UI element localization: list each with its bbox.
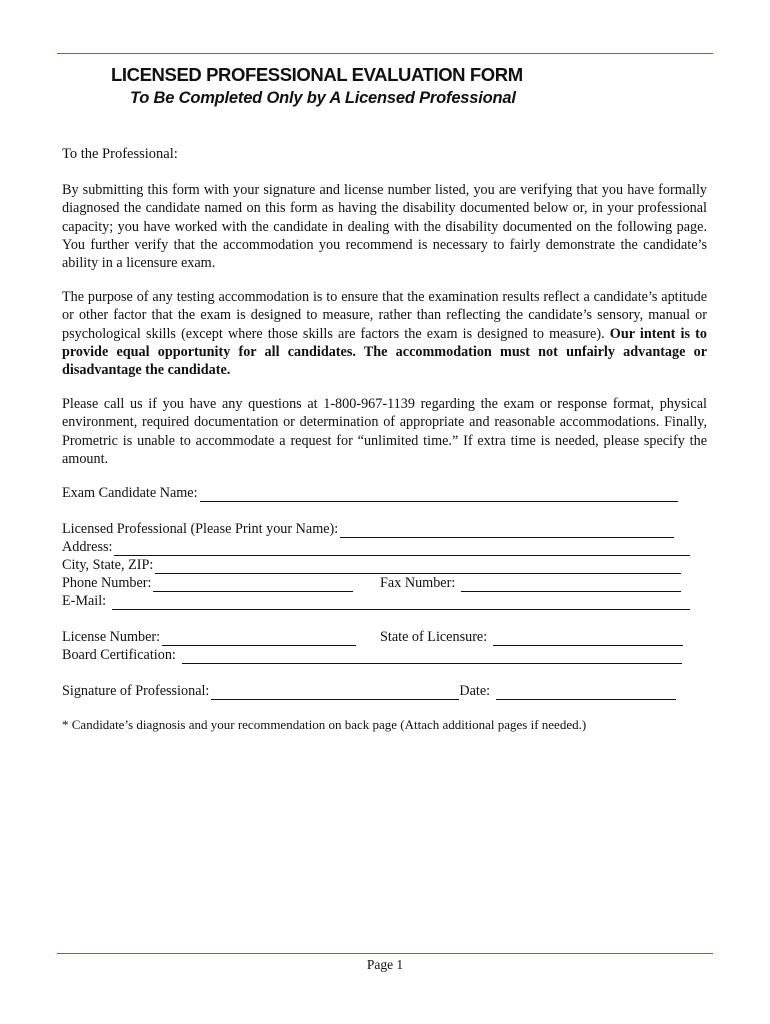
intro-paragraph-1: By submitting this form with your signature and license number listed, you are verifying that you have formally diagnosed the candidate named on this form as having the disability documented below or, in your professional capacity; you have worked with the candidate in dealing with the disability documented on the following page. You further verify that the accommodation you recommend is necessary to fairly demonstrate the candidate’s ability in a licensure exam. [62,182,707,272]
professional-name-label: Licensed Professional (Please Print your Name): [62,521,339,537]
intro-paragraph-2 [62,288,707,379]
fax-row [380,574,681,592]
state-of-licensure-label: State of Licensure: [380,629,488,645]
license-number-label: License Number: [62,629,161,645]
address-field[interactable] [114,541,690,556]
exam-candidate-name-field[interactable] [200,487,678,502]
address-row [62,538,690,556]
professional-name-field[interactable] [340,523,674,538]
salutation: To the Professional: [62,146,178,162]
top-rule [57,53,713,54]
board-certification-label: Board Certification: [62,647,176,663]
date-field[interactable] [496,685,676,700]
phone-label: Phone Number: [62,575,152,591]
fax-label: Fax Number: [380,575,456,591]
phone-field[interactable] [153,577,353,592]
state-of-licensure-field[interactable] [493,631,683,646]
exam-candidate-name-label: Exam Candidate Name: [62,485,198,501]
paragraph-2-bold-text: Our intent is to provide equal opportunity for all candidates. The accommodation must not unfairly advantage or disadvantage the candidate. [62,325,707,379]
form-subtitle: To Be Completed Only by A Licensed Professional [130,89,516,107]
city-state-zip-row [62,556,681,574]
form-title: LICENSED PROFESSIONAL EVALUATION FORM [111,64,523,85]
phone-row [62,574,353,592]
paragraph-2-text: The purpose of any testing accommodation is to ensure that the examination results reflect a candidate’s aptitude or other factor that the exam is designed to measure, rather than reflecting the candidate’s sensory, manual or psychological skills (except where those skills are factors the exam is designed to measure). [62,289,707,342]
bottom-rule [57,953,713,954]
email-label: E-Mail: [62,593,107,609]
professional-name-row [62,520,674,538]
city-state-zip-field[interactable] [155,559,681,574]
back-page-note: * Candidate’s diagnosis and your recommendation on back page (Attach additional pages if needed.) [62,717,587,732]
page-number: Page 1 [366,957,404,972]
board-certification-row [62,646,682,664]
signature-label: Signature of Professional: [62,683,210,699]
license-number-row [62,628,356,646]
email-field[interactable] [112,595,690,610]
address-label: Address: [62,539,113,555]
license-number-field[interactable] [162,631,356,646]
fax-field[interactable] [461,577,681,592]
intro-paragraph-3: Please call us if you have any questions at 1-800-967-1139 regarding the exam or response format, physical environment, required documentation or determination of appropriate and reasonable accommodations. Finally, Prometric is unable to accommodate a request for “unlimited time.” If extra time is needed, please specify the amount. [62,396,707,467]
state-of-licensure-row [380,628,683,646]
signature-row [62,682,676,700]
signature-field[interactable] [211,685,459,700]
city-state-zip-label: City, State, ZIP: [62,557,154,573]
board-certification-field[interactable] [182,649,682,664]
exam-candidate-name-row [62,484,678,502]
date-label: Date: [459,683,491,699]
email-row [62,592,690,610]
